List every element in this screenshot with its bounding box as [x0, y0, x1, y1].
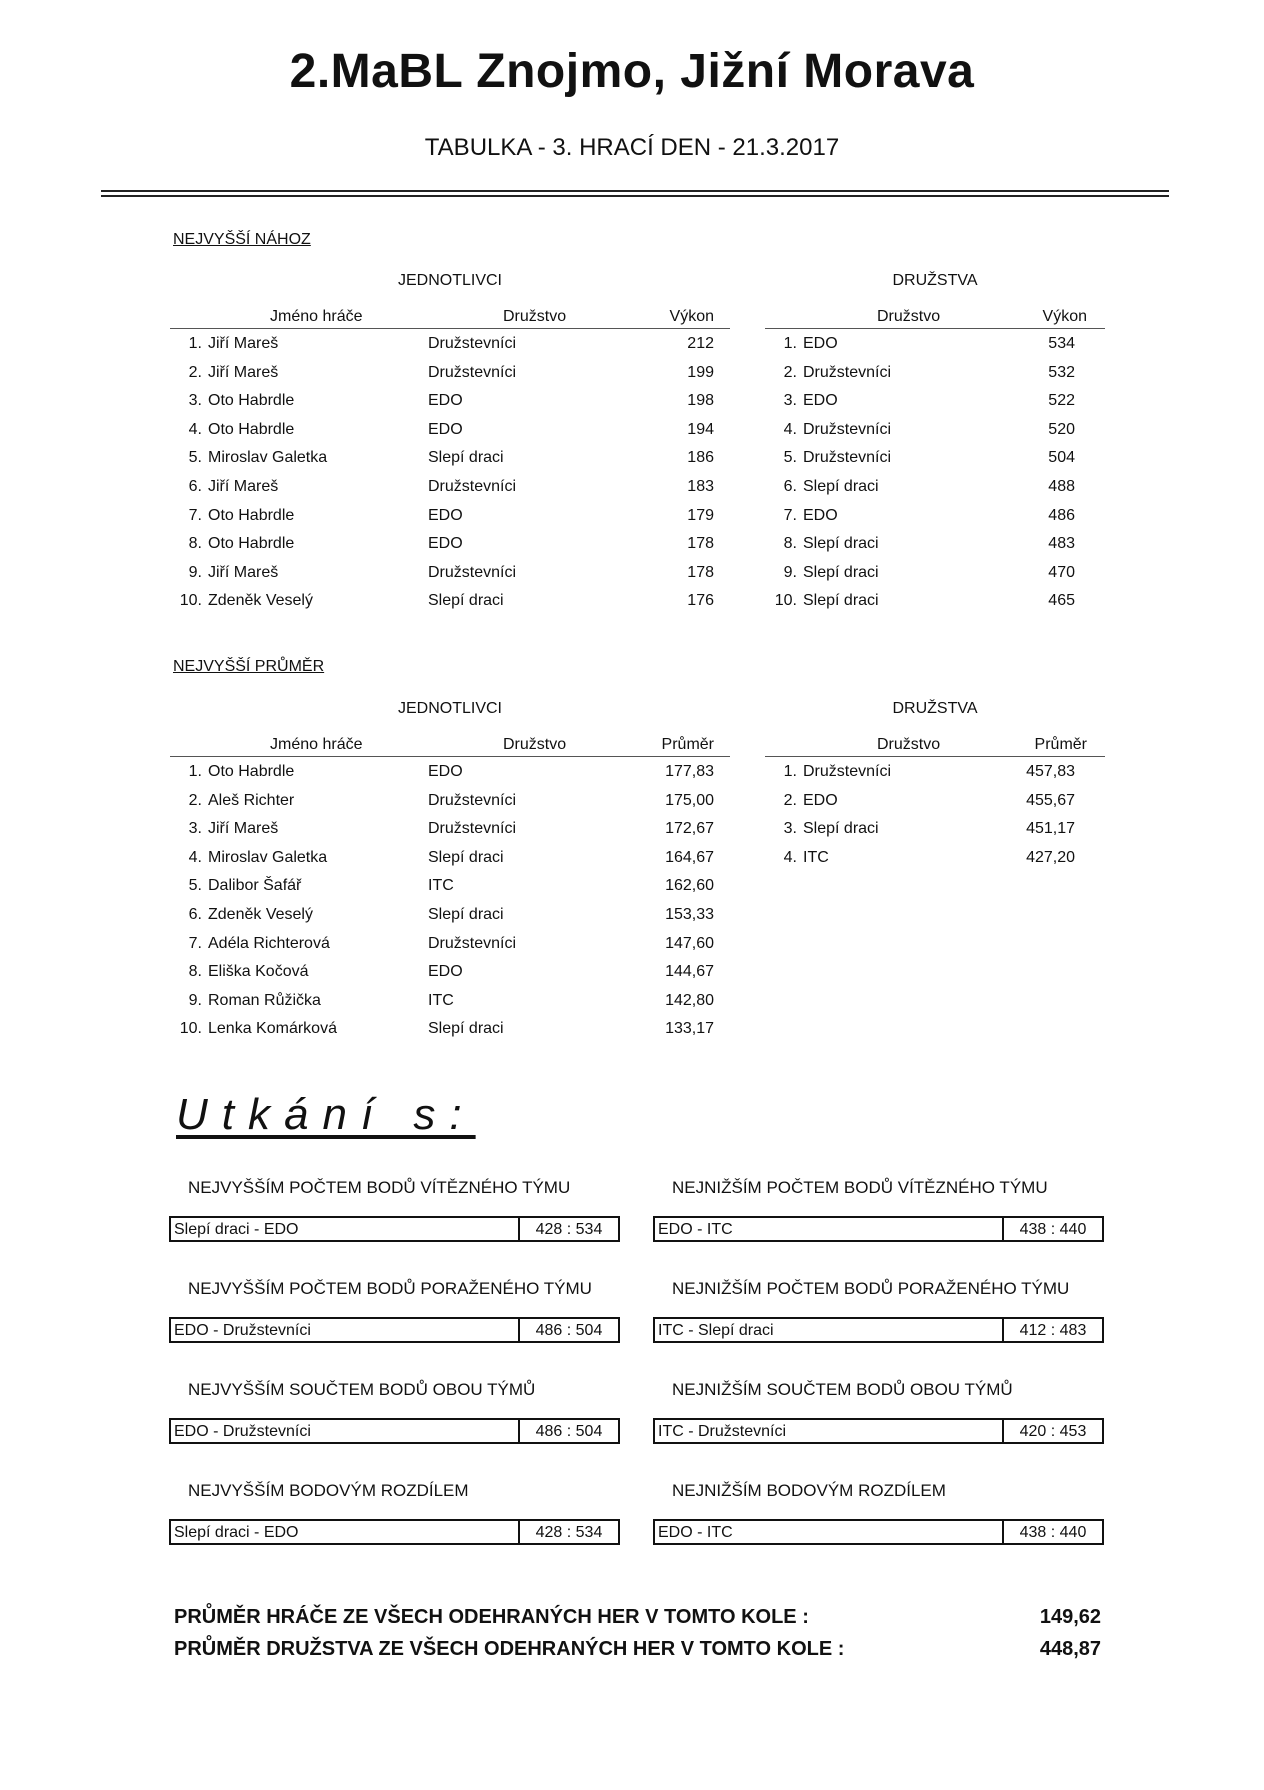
- team-name: EDO: [428, 392, 463, 410]
- team-name: Družstevníci: [428, 820, 517, 838]
- match-score: 428 : 534: [518, 1218, 618, 1240]
- record-box: [169, 1317, 620, 1343]
- team-name: Družstevníci: [428, 563, 517, 581]
- player-name: Jiří Mareš: [208, 335, 279, 352]
- rank: 2.: [783, 791, 797, 809]
- rank: 5.: [188, 449, 202, 467]
- table-row: [765, 358, 1105, 387]
- team-name: EDO: [803, 335, 838, 352]
- team-name: EDO: [428, 506, 463, 524]
- score-value: 486: [1048, 506, 1075, 524]
- team-name: Družstevníci: [803, 420, 892, 438]
- rank: 9.: [188, 991, 202, 1009]
- player-name: Jiří Mareš: [208, 363, 279, 381]
- team-name: ITC: [803, 848, 829, 866]
- rank: 4.: [188, 848, 202, 866]
- score-value: 212: [687, 335, 714, 352]
- table-header: [765, 302, 1105, 329]
- rank: 8.: [783, 535, 797, 553]
- score-value: 199: [687, 363, 714, 381]
- rank: 7.: [783, 506, 797, 524]
- record-box: [169, 1519, 620, 1545]
- column-header-value: Průměr: [661, 736, 714, 753]
- team-name: ITC: [428, 877, 454, 895]
- record-box: [653, 1216, 1104, 1242]
- team-name: Slepí draci: [803, 820, 879, 838]
- column-header-team: Družstvo: [503, 736, 567, 753]
- player-name: Oto Habrdle: [208, 763, 295, 780]
- player-name: Oto Habrdle: [208, 420, 295, 438]
- rank: 1.: [188, 763, 202, 780]
- table-row: [170, 529, 730, 558]
- rank: 4.: [188, 420, 202, 438]
- team-name: Slepí draci: [803, 563, 879, 581]
- player-name: Jiří Mareš: [208, 477, 279, 495]
- record-box: [653, 1519, 1104, 1545]
- score-value: 176: [687, 592, 714, 610]
- match-teams: EDO - Družstevníci: [174, 1423, 311, 1440]
- table-row: [170, 986, 730, 1015]
- table-row: [170, 929, 730, 958]
- table-row: [765, 386, 1105, 415]
- match-teams: Slepí draci - EDO: [174, 1524, 299, 1541]
- record-box: [169, 1418, 620, 1444]
- section-label-highest-throw: NEJVYŠŠÍ NÁHOZ: [173, 231, 311, 248]
- table-row: [170, 472, 730, 501]
- team-name: Slepí draci: [428, 848, 504, 866]
- record-label: NEJNIŽŠÍM BODOVÝM ROZDÍLEM: [672, 1481, 946, 1500]
- player-name: Miroslav Galetka: [208, 449, 328, 467]
- score-value: 178: [687, 563, 714, 581]
- match-teams: Slepí draci - EDO: [174, 1221, 299, 1238]
- score-value: 465: [1048, 592, 1075, 610]
- table-header: [765, 730, 1105, 757]
- table-row: [170, 358, 730, 387]
- table-row: [170, 586, 730, 615]
- score-value: 178: [687, 535, 714, 553]
- player-name: Zdeněk Veselý: [208, 905, 313, 923]
- team-name: Družstevníci: [428, 791, 517, 809]
- table-row: [765, 586, 1105, 615]
- player-name: Miroslav Galetka: [208, 848, 328, 866]
- column-header-value: Výkon: [1042, 308, 1087, 325]
- score-value: 177,83: [665, 763, 714, 780]
- column-header-name: Jméno hráče: [270, 736, 363, 753]
- rank: 2.: [783, 363, 797, 381]
- team-name: Družstevníci: [428, 363, 517, 381]
- rank: 1.: [783, 763, 797, 780]
- table-row: [765, 501, 1105, 530]
- table-row: [765, 329, 1105, 358]
- table-row: [765, 443, 1105, 472]
- record-label: NEJNIŽŠÍM POČTEM BODŮ PORAŽENÉHO TÝMU: [672, 1279, 1070, 1298]
- page-subtitle: TABULKA - 3. HRACÍ DEN - 21.3.2017: [424, 134, 840, 161]
- rank: 9.: [188, 563, 202, 581]
- individuals-throw-table: [170, 302, 730, 615]
- column-header-name: Jméno hráče: [270, 308, 363, 325]
- player-name: Eliška Kočová: [208, 963, 309, 981]
- player-name: Oto Habrdle: [208, 535, 295, 553]
- table-row: [765, 757, 1105, 786]
- rank: 10.: [179, 1020, 202, 1038]
- score-value: 427,20: [1026, 848, 1075, 866]
- record-label: NEJNIŽŠÍM SOUČTEM BODŮ OBOU TÝMŮ: [672, 1380, 1013, 1399]
- score-value: 153,33: [665, 905, 714, 923]
- player-name: Lenka Komárková: [208, 1020, 337, 1038]
- individuals-heading: JEDNOTLIVCI: [397, 272, 502, 289]
- score-value: 488: [1048, 477, 1075, 495]
- record-label: NEJVYŠŠÍM POČTEM BODŮ PORAŽENÉHO TÝMU: [188, 1279, 592, 1298]
- table-row: [765, 558, 1105, 587]
- table-header: [170, 302, 730, 329]
- rank: 4.: [783, 848, 797, 866]
- table-row: [170, 757, 730, 786]
- score-value: 147,60: [665, 934, 714, 952]
- team-name: Slepí draci: [428, 449, 504, 467]
- rank: 1.: [783, 335, 797, 352]
- rank: 2.: [188, 791, 202, 809]
- match-score: 486 : 504: [518, 1420, 618, 1442]
- table-row: [170, 501, 730, 530]
- table-row: [170, 957, 730, 986]
- score-value: 455,67: [1026, 791, 1075, 809]
- table-row: [170, 329, 730, 358]
- score-value: 144,67: [665, 963, 714, 981]
- record-box: [653, 1418, 1104, 1444]
- table-row: [765, 786, 1105, 815]
- player-name: Roman Růžička: [208, 991, 321, 1009]
- match-teams: ITC - Družstevníci: [658, 1423, 787, 1440]
- teams-heading: DRUŽSTVA: [892, 272, 978, 289]
- team-name: Slepí draci: [428, 1020, 504, 1038]
- team-name: Slepí draci: [428, 905, 504, 923]
- match-teams: EDO - Družstevníci: [174, 1322, 311, 1339]
- team-average-label: PRŮMĚR DRUŽSTVA ZE VŠECH ODEHRANÝCH HER V TOMTO KOLE :: [174, 1638, 845, 1660]
- column-header-value: Výkon: [669, 308, 714, 325]
- team-name: EDO: [428, 963, 463, 981]
- rank: 8.: [188, 535, 202, 553]
- match-score: 428 : 534: [518, 1521, 618, 1543]
- score-value: 520: [1048, 420, 1075, 438]
- player-name: Dalibor Šafář: [208, 877, 302, 895]
- score-value: 194: [687, 420, 714, 438]
- table-row: [170, 814, 730, 843]
- rank: 3.: [188, 392, 202, 410]
- record-box: [169, 1216, 620, 1242]
- score-value: 133,17: [665, 1020, 714, 1038]
- score-value: 172,67: [665, 820, 714, 838]
- player-name: Jiří Mareš: [208, 820, 279, 838]
- player-average-label: PRŮMĚR HRÁČE ZE VŠECH ODEHRANÝCH HER V TOMTO KOLE :: [174, 1606, 809, 1628]
- player-name: Adéla Richterová: [208, 934, 330, 952]
- score-value: 504: [1048, 449, 1075, 467]
- team-name: Slepí draci: [803, 477, 879, 495]
- player-name: Aleš Richter: [208, 791, 295, 809]
- table-row: [170, 415, 730, 444]
- match-teams: EDO - ITC: [658, 1524, 733, 1541]
- teams-throw-table: [765, 302, 1105, 615]
- score-value: 470: [1048, 563, 1075, 581]
- score-value: 164,67: [665, 848, 714, 866]
- player-name: Jiří Mareš: [208, 563, 279, 581]
- match-score: 438 : 440: [1002, 1521, 1102, 1543]
- team-name: EDO: [803, 791, 838, 809]
- team-name: Slepí draci: [803, 535, 879, 553]
- record-label: NEJVYŠŠÍM SOUČTEM BODŮ OBOU TÝMŮ: [188, 1380, 536, 1399]
- score-value: 183: [687, 477, 714, 495]
- teams-heading: DRUŽSTVA: [892, 700, 978, 717]
- column-header-team: Družstvo: [503, 308, 567, 325]
- rank: 5.: [783, 449, 797, 467]
- player-name: Oto Habrdle: [208, 506, 295, 524]
- team-name: EDO: [428, 763, 463, 780]
- teams-average-table: [765, 730, 1105, 871]
- match-score: 412 : 483: [1002, 1319, 1102, 1341]
- team-name: Družstevníci: [803, 363, 892, 381]
- individuals-heading: JEDNOTLIVCI: [397, 700, 502, 717]
- individuals-average-table: [170, 730, 730, 1043]
- team-name: Družstevníci: [803, 763, 892, 780]
- table-row: [170, 900, 730, 929]
- score-value: 142,80: [665, 991, 714, 1009]
- table-row: [765, 843, 1105, 872]
- rank: 6.: [783, 477, 797, 495]
- rank: 10.: [179, 592, 202, 610]
- team-name: Družstevníci: [803, 449, 892, 467]
- player-name: Oto Habrdle: [208, 392, 295, 410]
- column-header-team: Družstvo: [877, 736, 941, 753]
- score-value: 534: [1048, 335, 1075, 352]
- rank: 9.: [783, 563, 797, 581]
- score-value: 451,17: [1026, 820, 1075, 838]
- team-name: EDO: [428, 420, 463, 438]
- column-header-value: Průměr: [1034, 736, 1087, 753]
- rank: 6.: [188, 905, 202, 923]
- rank: 3.: [188, 820, 202, 838]
- score-value: 186: [687, 449, 714, 467]
- rank: 5.: [188, 877, 202, 895]
- team-name: Slepí draci: [428, 592, 504, 610]
- rank: 7.: [188, 934, 202, 952]
- record-box: [653, 1317, 1104, 1343]
- table-row: [765, 814, 1105, 843]
- table-row: [170, 871, 730, 900]
- team-name: Družstevníci: [428, 335, 517, 352]
- table-row: [170, 786, 730, 815]
- score-value: 457,83: [1026, 763, 1075, 780]
- table-row: [765, 472, 1105, 501]
- score-value: 532: [1048, 363, 1075, 381]
- table-row: [170, 443, 730, 472]
- match-score: 438 : 440: [1002, 1218, 1102, 1240]
- match-score: 420 : 453: [1002, 1420, 1102, 1442]
- team-name: Slepí draci: [803, 592, 879, 610]
- table-row: [765, 529, 1105, 558]
- score-value: 483: [1048, 535, 1075, 553]
- team-name: EDO: [428, 535, 463, 553]
- team-name: EDO: [803, 392, 838, 410]
- score-value: 179: [687, 506, 714, 524]
- score-value: 522: [1048, 392, 1075, 410]
- table-row: [170, 1014, 730, 1043]
- rank: 3.: [783, 820, 797, 838]
- matches-title: Utkání s:: [176, 1090, 476, 1139]
- section-label-highest-average: NEJVYŠŠÍ PRŮMĚR: [173, 658, 325, 675]
- page-title: 2.MaBL Znojmo, Jižní Morava: [289, 45, 975, 98]
- score-value: 175,00: [665, 791, 714, 809]
- column-header-team: Družstvo: [877, 308, 941, 325]
- rank: 3.: [783, 392, 797, 410]
- team-name: ITC: [428, 991, 454, 1009]
- table-row: [170, 386, 730, 415]
- rank: 4.: [783, 420, 797, 438]
- player-average-value: 149,62: [1039, 1606, 1101, 1628]
- table-row: [170, 558, 730, 587]
- rank: 2.: [188, 363, 202, 381]
- team-name: Družstevníci: [428, 934, 517, 952]
- rank: 7.: [188, 506, 202, 524]
- match-teams: EDO - ITC: [658, 1221, 733, 1238]
- player-name: Zdeněk Veselý: [208, 592, 313, 610]
- rank: 10.: [774, 592, 797, 610]
- table-header: [170, 730, 730, 757]
- table-row: [765, 415, 1105, 444]
- record-label: NEJVYŠŠÍM POČTEM BODŮ VÍTĚZNÉHO TÝMU: [188, 1178, 571, 1197]
- double-divider: [101, 190, 1169, 197]
- rank: 8.: [188, 963, 202, 981]
- rank: 1.: [188, 335, 202, 352]
- match-teams: ITC - Slepí draci: [658, 1322, 774, 1339]
- record-label: NEJNIŽŠÍM POČTEM BODŮ VÍTĚZNÉHO TÝMU: [672, 1178, 1048, 1197]
- table-row: [170, 843, 730, 872]
- score-value: 198: [687, 392, 714, 410]
- rank: 6.: [188, 477, 202, 495]
- team-average-value: 448,87: [1039, 1638, 1101, 1660]
- record-label: NEJVYŠŠÍM BODOVÝM ROZDÍLEM: [188, 1481, 469, 1500]
- team-name: EDO: [803, 506, 838, 524]
- team-name: Družstevníci: [428, 477, 517, 495]
- match-score: 486 : 504: [518, 1319, 618, 1341]
- score-value: 162,60: [665, 877, 714, 895]
